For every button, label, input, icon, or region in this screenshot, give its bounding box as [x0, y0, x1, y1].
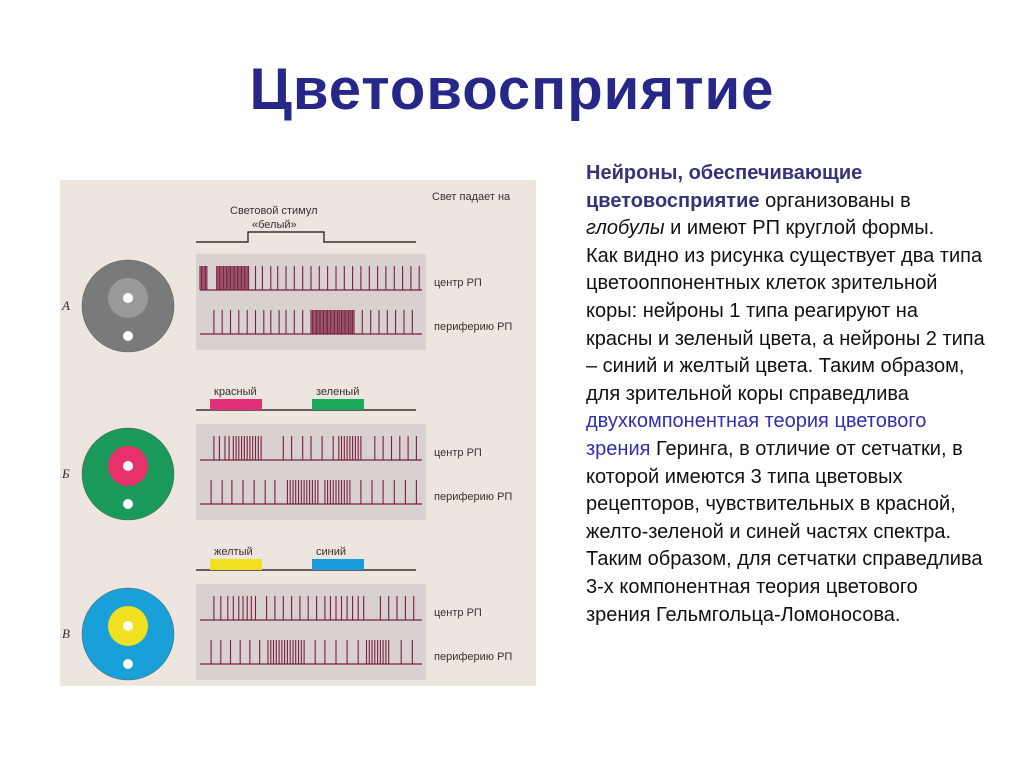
text-fragment: Как видно из рисунка существует два типа цветооппонентных клеток зрительной коры: нейроны 1 типа реагируют на красны и зеленый цвета, а нейроны 2 типа – синий и желтый цвета. Таким образом, для зрительной коры справедлива — [586, 244, 985, 405]
paragraph-opponent-cells — [586, 243, 986, 547]
stimulus-1-block — [210, 559, 262, 570]
text-fragment: и имеют РП круглой формы. — [664, 217, 935, 240]
stimulus-white-label-2: «белый» — [252, 219, 297, 231]
row-label-center: центр РП — [434, 607, 482, 619]
row-label-periphery: периферию РП — [434, 491, 513, 503]
row-label-periphery: периферию РП — [434, 651, 513, 663]
stimulus-2-block — [312, 399, 364, 410]
panel-letter: Б — [62, 466, 70, 481]
description-text — [586, 160, 986, 629]
paragraph-retina: Таким образом, для сетчатки справедлива 3-х компонентная теория цветового зрения Гельмгольца-Ломоносова. — [586, 548, 983, 626]
text-fragment: организованы в — [759, 189, 911, 212]
periphery-light-spot — [123, 499, 133, 509]
hering-theory-term: двухкомпонентная теория цветового зрения — [586, 410, 927, 460]
stimulus-2-block — [312, 559, 364, 570]
row-label-center: центр РП — [434, 277, 482, 289]
stimulus-1-block — [210, 399, 262, 410]
stimulus-white-label-1: Световой стимул — [230, 205, 318, 217]
header-light-falls-on: Свет падает на — [432, 191, 511, 203]
stimulus-1-label: красный — [214, 386, 257, 398]
stimulus-2-label: зеленый — [316, 386, 360, 398]
neurons-term: Нейроны, обеспечивающие цветовосприятие — [586, 162, 863, 212]
center-light-spot — [123, 461, 133, 471]
recording-box — [196, 584, 426, 680]
row-label-center: центр РП — [434, 447, 482, 459]
periphery-light-spot — [123, 331, 133, 341]
panel-letter: В — [62, 626, 70, 641]
row-label-periphery: периферию РП — [434, 321, 513, 333]
receptive-field-figure — [60, 180, 536, 686]
text-fragment: Геринга, в отличие от сетчатки, в которой имеются 3 типа цветовых рецепторов, чувствительных в красной, желто-зеленой и синей частях спектра. — [586, 437, 963, 543]
panel-letter: А — [62, 298, 70, 313]
center-light-spot — [123, 621, 133, 631]
slide-title: Цветовосприятие — [249, 57, 775, 122]
paragraph-globules — [586, 160, 986, 243]
periphery-light-spot — [123, 659, 133, 669]
stimulus-1-label: желтый — [214, 546, 253, 558]
center-light-spot — [123, 293, 133, 303]
receptive-field-diagram — [60, 180, 536, 686]
stimulus-2-label: синий — [316, 546, 347, 558]
globules-term: глобулы — [586, 217, 665, 240]
